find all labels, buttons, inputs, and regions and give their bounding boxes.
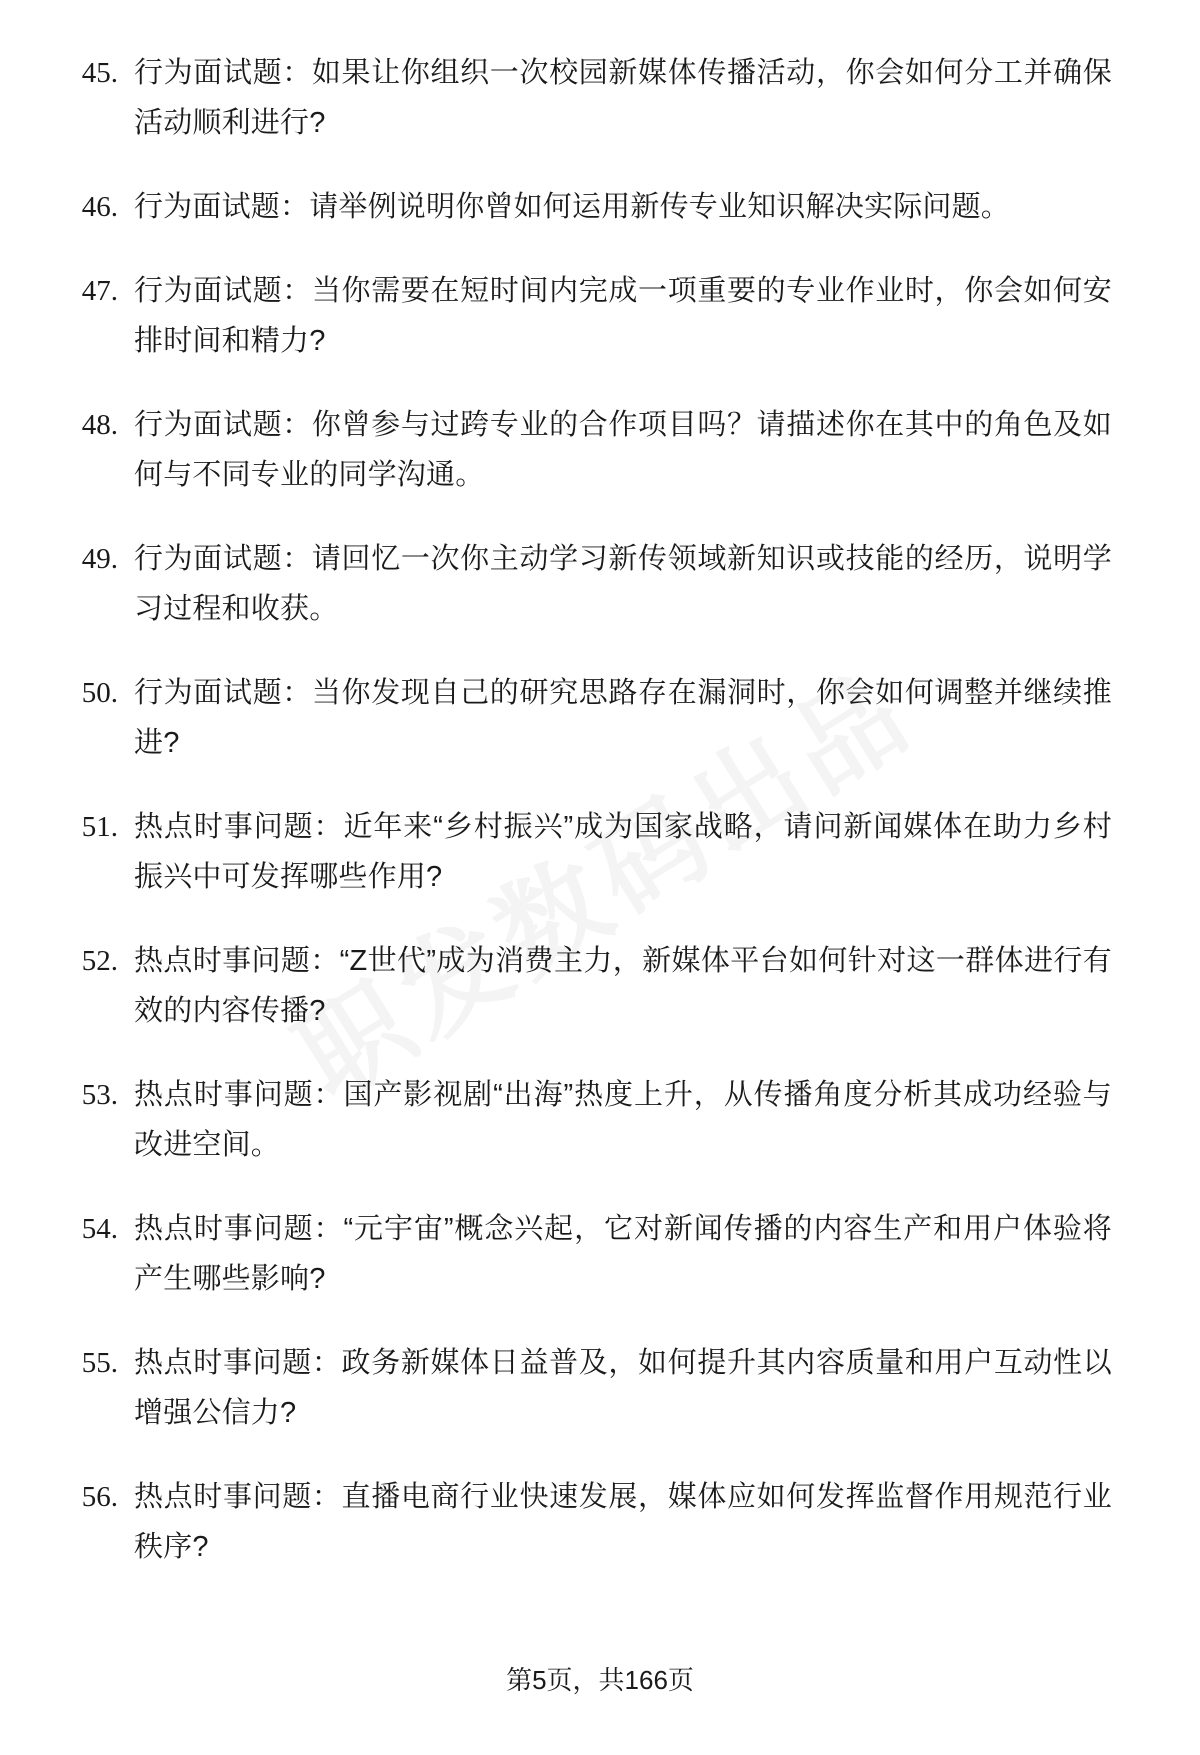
question-text: 行为面试题：请举例说明你曾如何运用新传专业知识解决实际问题。 [134, 191, 1011, 223]
question-number: 45. [81, 57, 118, 89]
question-number: 47. [81, 275, 118, 307]
question-text: 行为面试题：你曾参与过跨专业的合作项目吗？请描述你在其中的角色及如何与不同专业的同学沟通。 [134, 409, 1112, 491]
question-text: 热点时事问题：“元宇宙”概念兴起，它对新闻传播的内容生产和用户体验将产生哪些影响? [134, 1213, 1112, 1295]
list-item [52, 802, 1112, 902]
page-footer: 第5页，共166页 [506, 1665, 694, 1695]
list-item [52, 1338, 1112, 1438]
list-item [52, 534, 1112, 634]
question-number: 55. [81, 1347, 118, 1379]
question-text: 热点时事问题：近年来“乡村振兴”成为国家战略，请问新闻媒体在助力乡村振兴中可发挥哪些作用? [134, 811, 1112, 893]
question-text: 行为面试题：如果让你组织一次校园新媒体传播活动，你会如何分工并确保活动顺利进行? [134, 57, 1112, 139]
list-item [52, 936, 1112, 1036]
list-item [52, 1070, 1112, 1170]
list-item [52, 400, 1112, 500]
list-item [52, 1472, 1112, 1572]
question-number: 48. [81, 409, 118, 441]
question-text: 行为面试题：请回忆一次你主动学习新传领域新知识或技能的经历，说明学习过程和收获。 [134, 543, 1112, 625]
list-item [52, 668, 1112, 768]
list-item [52, 48, 1112, 148]
question-number: 49. [81, 543, 118, 575]
question-number: 46. [81, 191, 118, 223]
question-number: 50. [81, 677, 118, 709]
question-text: 热点时事问题：国产影视剧“出海”热度上升，从传播角度分析其成功经验与改进空间。 [134, 1079, 1112, 1161]
question-number: 54. [81, 1213, 118, 1245]
list-item [52, 266, 1112, 366]
question-number: 56. [81, 1481, 118, 1513]
question-text: 热点时事问题：政务新媒体日益普及，如何提升其内容质量和用户互动性以增强公信力? [134, 1347, 1112, 1429]
question-number: 53. [81, 1079, 118, 1111]
question-list [52, 48, 1112, 1572]
list-item [52, 182, 1112, 232]
question-text: 行为面试题：当你需要在短时间内完成一项重要的专业作业时，你会如何安排时间和精力? [134, 275, 1112, 357]
question-number: 51. [81, 811, 118, 843]
question-text: 热点时事问题：“Z世代”成为消费主力，新媒体平台如何针对这一群体进行有效的内容传播? [134, 945, 1112, 1027]
question-text: 行为面试题：当你发现自己的研究思路存在漏洞时，你会如何调整并继续推进? [134, 677, 1112, 759]
question-number: 52. [81, 945, 118, 977]
question-text: 热点时事问题：直播电商行业快速发展，媒体应如何发挥监督作用规范行业秩序? [134, 1481, 1112, 1563]
list-item [52, 1204, 1112, 1304]
